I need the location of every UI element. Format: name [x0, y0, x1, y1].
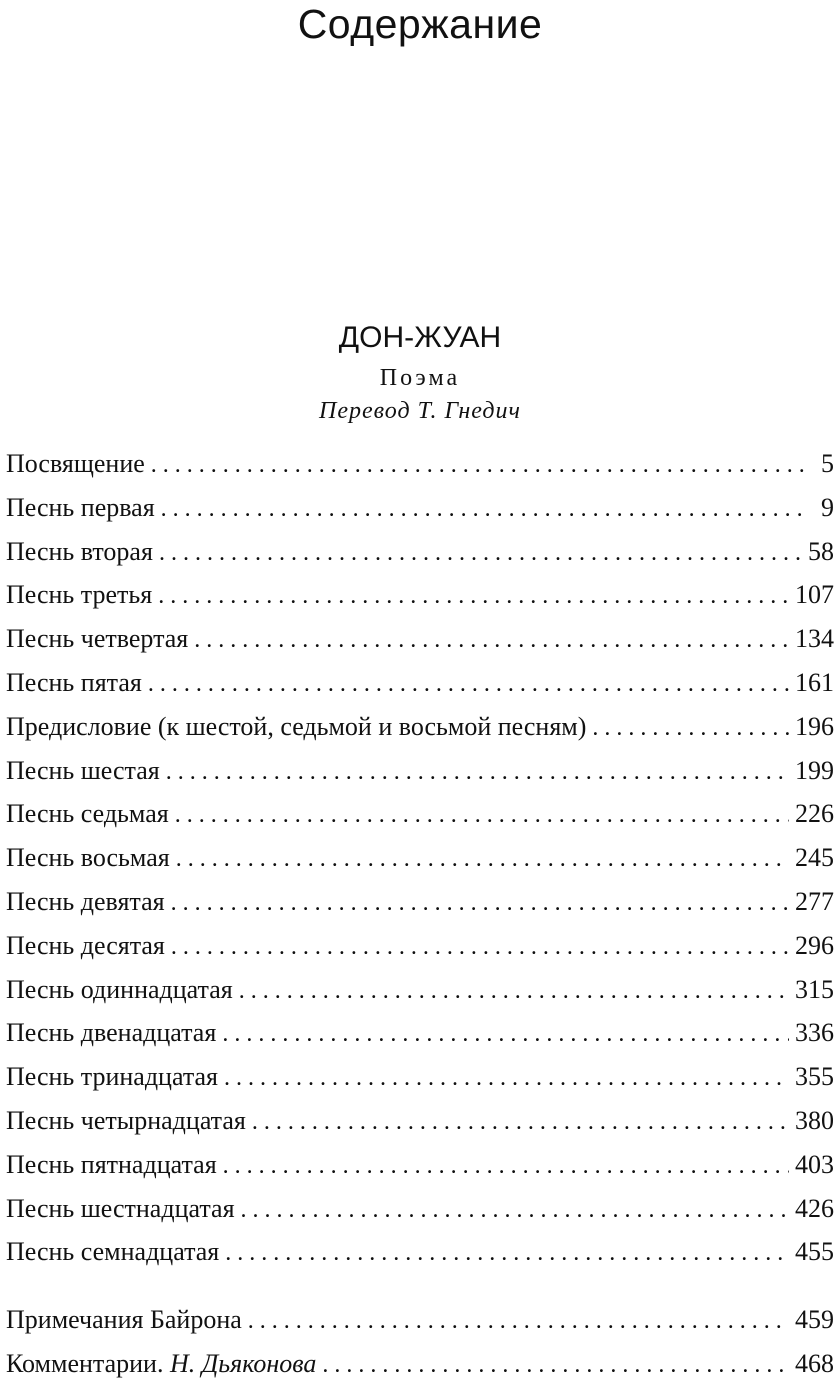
toc-entry-label: Предисловие (к шестой, седьмой и восьмой песням): [6, 711, 587, 741]
toc-entry[interactable]: [6, 836, 834, 880]
toc-entry-page: 380: [795, 1105, 834, 1135]
dot-leader: [175, 794, 789, 838]
toc-entry-label: Песнь шестая: [6, 755, 160, 785]
dot-leader: [224, 1057, 789, 1101]
toc-entry-label: Песнь четвертая: [6, 624, 189, 654]
toc-entry-page: 355: [795, 1062, 834, 1092]
dot-leader: [239, 970, 789, 1014]
work-title: ДОН-ЖУАН: [338, 321, 502, 354]
dot-leader: [176, 838, 789, 882]
dot-leader: [322, 1344, 789, 1388]
toc-entry-label-text: Комментарии.: [6, 1348, 164, 1378]
dot-leader: [158, 575, 789, 619]
table-of-contents: [6, 442, 834, 1386]
dot-leader: [171, 882, 789, 926]
toc-entry-label: Песнь двенадцатая: [6, 1018, 217, 1048]
toc-entry[interactable]: [6, 530, 834, 574]
dot-leader: [222, 1013, 789, 1057]
dot-leader: [241, 1189, 789, 1233]
dot-leader: [225, 1232, 789, 1276]
toc-entry-label: Песнь девятая: [6, 886, 165, 916]
toc-entry[interactable]: [6, 792, 834, 836]
toc-entry[interactable]: [6, 1011, 834, 1055]
toc-entry-page: 245: [795, 843, 834, 873]
dot-leader: [166, 751, 789, 795]
toc-entry-label: Песнь тринадцатая: [6, 1062, 219, 1092]
dot-leader: [148, 663, 789, 707]
toc-entry-page: 196: [795, 711, 834, 741]
dot-leader: [194, 619, 789, 663]
toc-entry-page: 455: [795, 1237, 834, 1267]
toc-entry[interactable]: [6, 880, 834, 924]
toc-entry-page: 226: [795, 799, 834, 829]
toc-entry-page: 199: [795, 755, 834, 785]
toc-entry[interactable]: [6, 661, 834, 705]
toc-entry-label: Песнь восьмая: [6, 843, 170, 873]
dot-leader: [151, 444, 806, 488]
toc-entry-page: 315: [795, 974, 834, 1004]
toc-entry-notes[interactable]: [6, 1298, 834, 1342]
toc-entry-label: Песнь одиннадцатая: [6, 974, 233, 1004]
toc-entry[interactable]: [6, 1230, 834, 1274]
work-subtitle: Поэма: [379, 365, 461, 391]
toc-entry-label: Посвящение: [6, 449, 145, 478]
toc-entry-label: Песнь первая: [6, 492, 155, 522]
dot-leader: [171, 926, 789, 970]
toc-entry-label: Песнь пятая: [6, 667, 142, 697]
dot-leader: [161, 488, 806, 532]
page-title: Содержание: [297, 1, 543, 47]
dot-leader: [159, 532, 802, 576]
toc-entry[interactable]: [6, 442, 834, 486]
toc-entry-page: 426: [795, 1193, 834, 1223]
dot-leader: [592, 707, 789, 751]
toc-entry-page: 336: [795, 1018, 834, 1048]
toc-entry[interactable]: [6, 1187, 834, 1231]
toc-entry-page: 134: [795, 624, 834, 654]
toc-entry-page: 9: [821, 492, 834, 522]
toc-entry[interactable]: [6, 705, 834, 749]
toc-entry-label: Песнь десятая: [6, 930, 165, 960]
toc-entry[interactable]: [6, 1055, 834, 1099]
toc-entry[interactable]: [6, 749, 834, 793]
toc-entry-label: [6, 1342, 316, 1386]
toc-entry-page: 161: [795, 667, 834, 697]
dot-leader: [223, 1145, 789, 1189]
toc-entry-author: Н. Дьяконова: [169, 1348, 317, 1378]
toc-entry-page: 5: [821, 449, 834, 478]
toc-entry-page: 277: [795, 886, 834, 916]
toc-entry-label: Песнь вторая: [6, 536, 153, 566]
toc-entry-label: Песнь пятнадцатая: [6, 1149, 217, 1179]
toc-entry-page: 468: [795, 1348, 834, 1378]
work-translator: Перевод Т. Гнедич: [319, 398, 521, 424]
toc-entry[interactable]: [6, 1099, 834, 1143]
toc-entry[interactable]: [6, 573, 834, 617]
toc-entry-commentary[interactable]: [6, 1342, 834, 1386]
toc-entry-page: 296: [795, 930, 834, 960]
toc-entry-page: 403: [795, 1149, 834, 1179]
toc-entry-label: Песнь третья: [6, 580, 153, 610]
toc-entry-label: Примечания Байрона: [6, 1305, 242, 1335]
toc-entry[interactable]: [6, 968, 834, 1012]
toc-entry-page: 58: [808, 536, 834, 566]
toc-entry-label: Песнь седьмая: [6, 799, 169, 829]
toc-entry[interactable]: [6, 617, 834, 661]
toc-entry[interactable]: [6, 486, 834, 530]
toc-entry-label: Песнь четырнадцатая: [6, 1105, 246, 1135]
toc-entry[interactable]: [6, 924, 834, 968]
dot-leader: [252, 1101, 789, 1145]
toc-entry[interactable]: [6, 1143, 834, 1187]
toc-entry-page: 459: [795, 1305, 834, 1335]
toc-entry-label: Песнь семнадцатая: [6, 1237, 220, 1267]
dot-leader: [248, 1300, 789, 1344]
toc-entry-label: Песнь шестнадцатая: [6, 1193, 235, 1223]
toc-entry-page: 107: [795, 580, 834, 610]
